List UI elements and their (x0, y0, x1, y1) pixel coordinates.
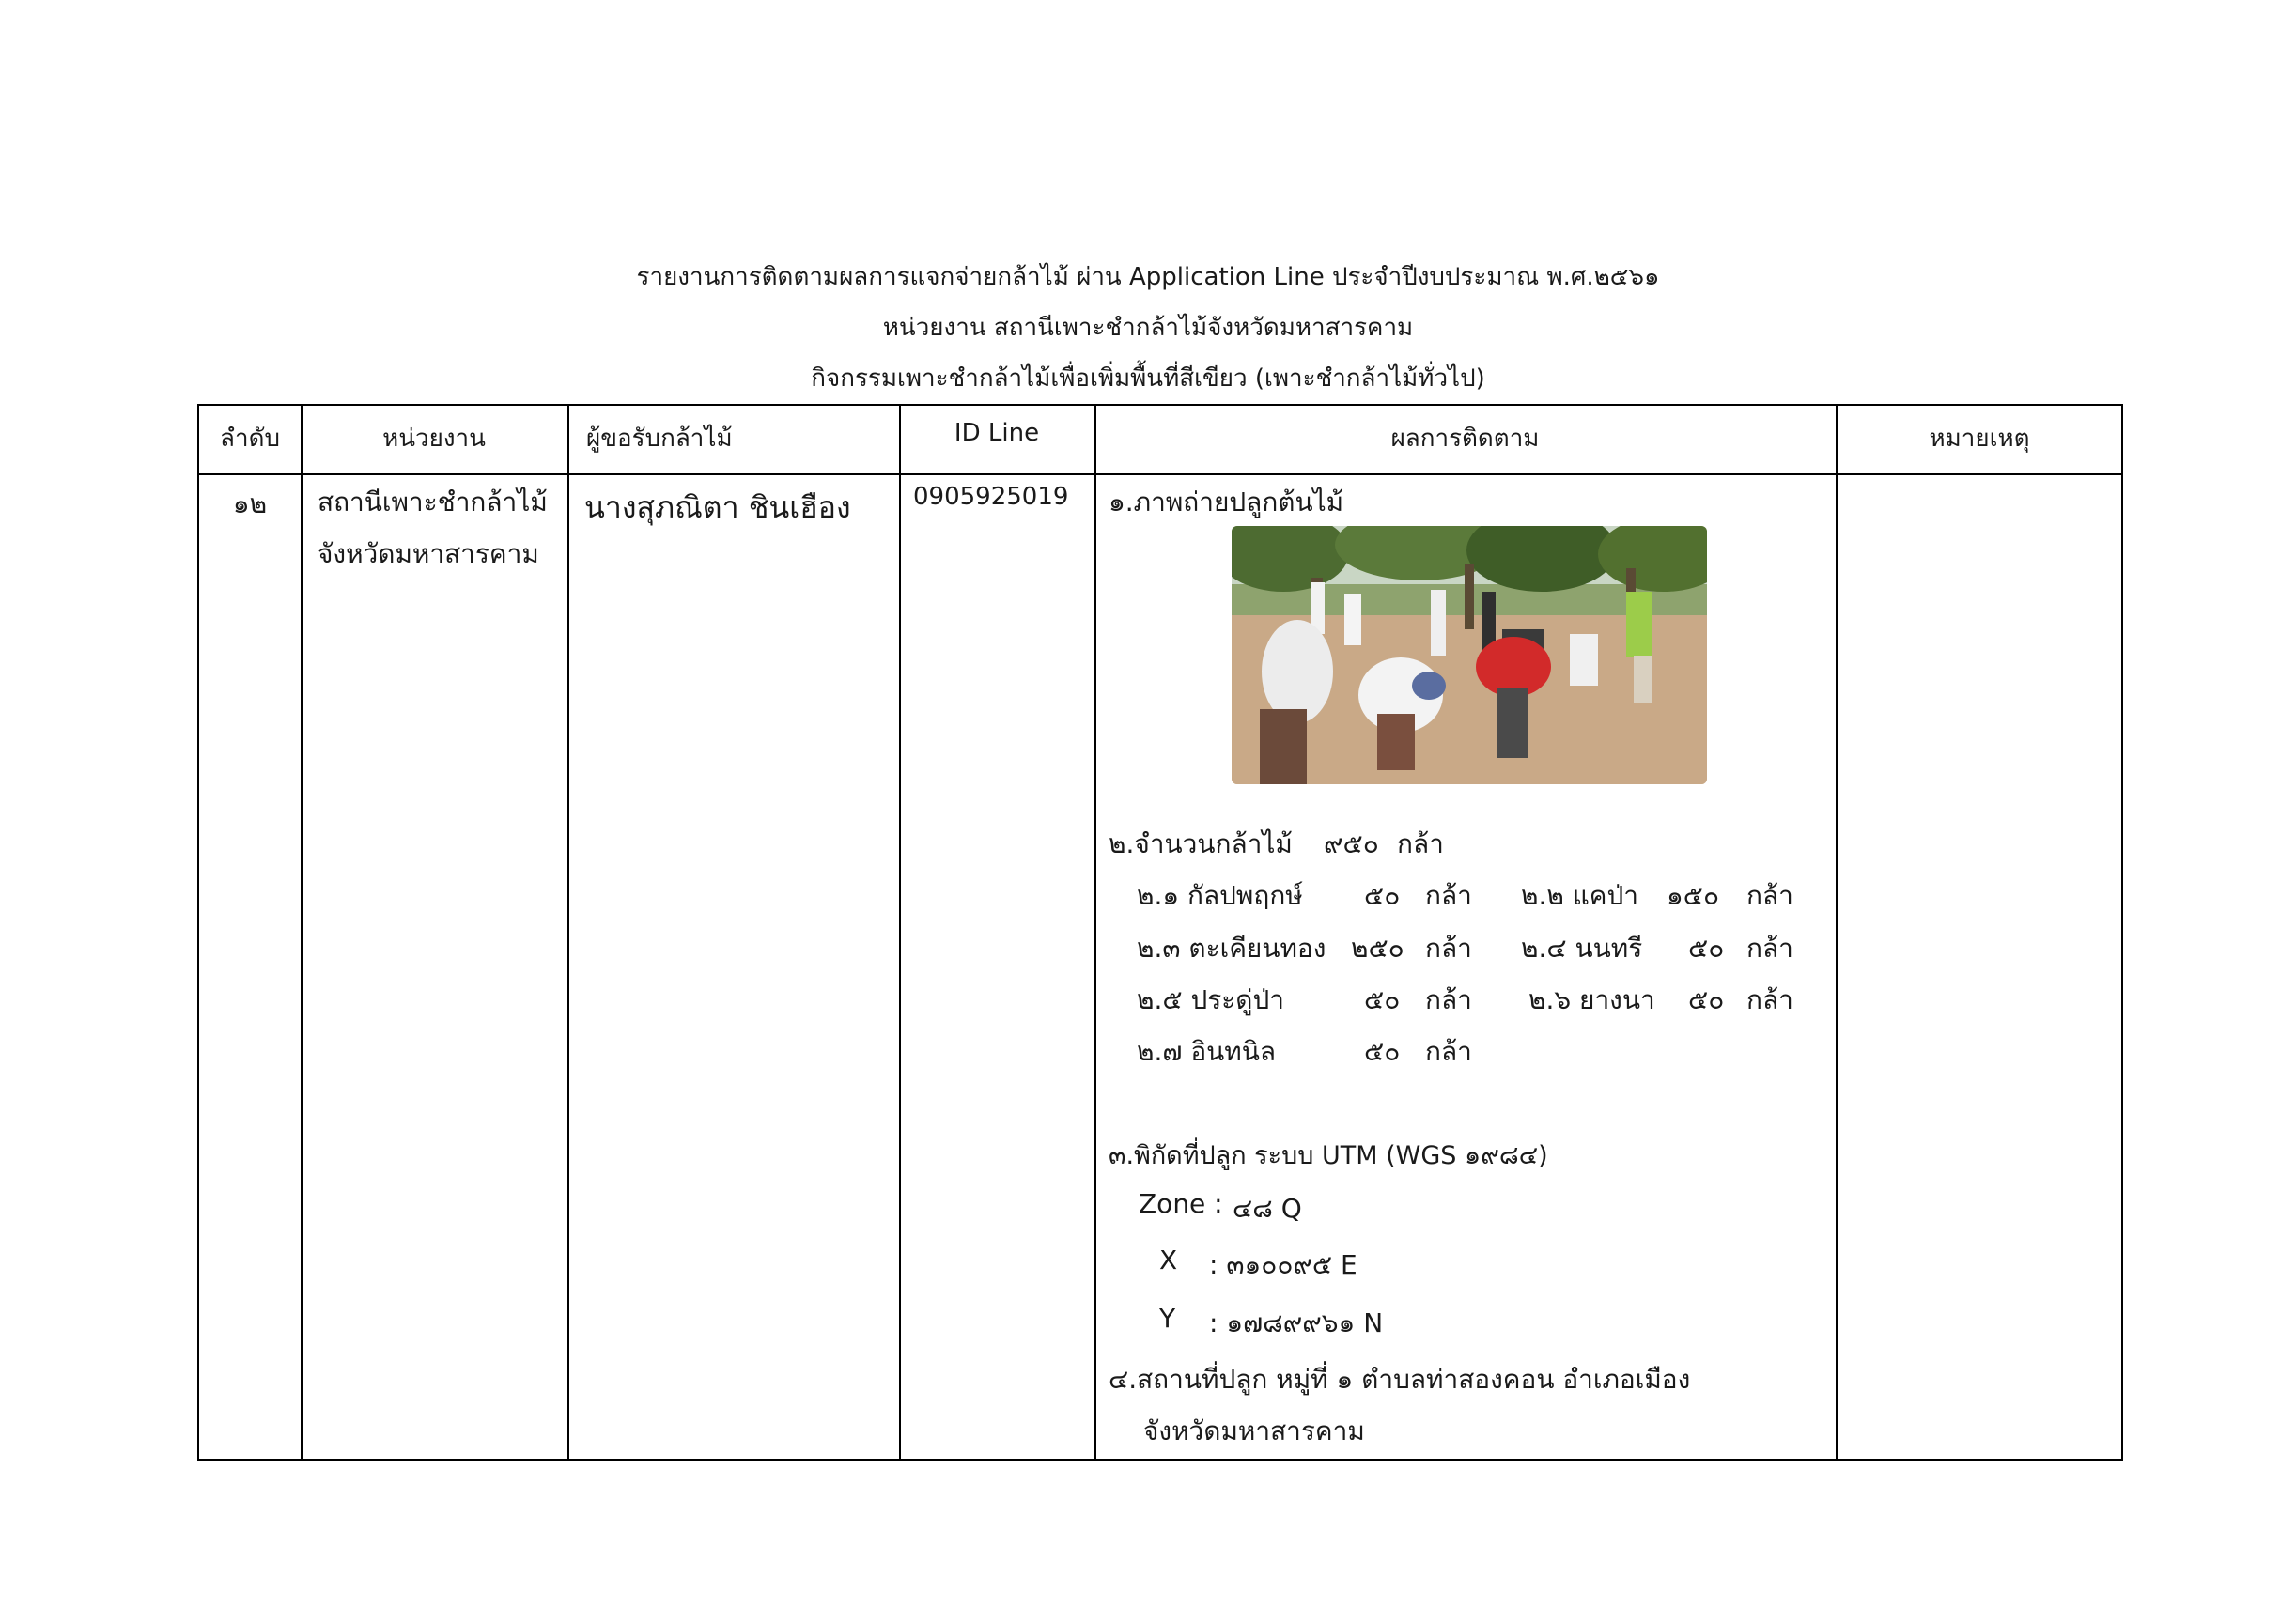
column-divider (1094, 406, 1096, 1459)
species-qty: ๕๐ (1364, 880, 1401, 911)
species-name: ๒.๑ กัลปพฤกษ์ (1137, 880, 1303, 911)
species-name: ๒.๓ ตะเคียนทอง (1137, 933, 1326, 964)
column-header-unit: หน่วยงาน (382, 425, 486, 453)
x-label: X (1159, 1244, 1178, 1275)
header-divider (199, 473, 2121, 475)
y-label: Y (1159, 1303, 1176, 1334)
zone-label: Zone : (1139, 1188, 1223, 1219)
location-line-2: จังหวัดมหาสารคาม (1143, 1415, 1365, 1446)
report-agency: หน่วยงาน สถานีเพาะชำกล้าไม้จังหวัดมหาสารคาม (882, 314, 1414, 342)
species-unit: กล้า (1425, 880, 1472, 911)
species-qty: ๕๐ (1364, 1036, 1401, 1067)
row-number: ๑๒ (232, 488, 268, 519)
species-unit: กล้า (1746, 984, 1793, 1015)
column-header-id-line: ID Line (954, 419, 1040, 447)
species-name: ๒.๖ ยางนา (1528, 984, 1655, 1015)
species-qty: ๕๐ (1688, 984, 1725, 1015)
species-unit: กล้า (1746, 880, 1793, 911)
coords-label: ๓.พิกัดที่ปลูก ระบบ UTM (WGS ๑๙๘๔) (1109, 1141, 1548, 1170)
column-header-no: ลำดับ (220, 425, 280, 453)
species-qty: ๑๕๐ (1667, 880, 1720, 911)
column-header-remark: หมายเหตุ (1929, 425, 2030, 453)
seedling-count-unit: กล้า (1397, 828, 1444, 859)
zone-value: ๔๘ Q (1233, 1193, 1302, 1224)
species-unit: กล้า (1425, 984, 1472, 1015)
y-value: : ๑๗๘๙๙๖๑ N (1209, 1307, 1384, 1338)
column-divider (301, 406, 303, 1459)
unit-line-2: จังหวัดมหาสารคาม (318, 538, 539, 569)
species-qty: ๒๕๐ (1351, 933, 1404, 964)
unit-line-1: สถานีเพาะชำกล้าไม้ (318, 487, 548, 518)
species-unit: กล้า (1746, 933, 1793, 964)
column-divider (567, 406, 569, 1459)
seedling-count-label: ๒.จำนวนกล้าไม้ (1109, 828, 1293, 859)
report-activity: กิจกรรมเพาะชำกล้าไม้เพื่อเพิ่มพื้นที่สีเขียว (เพาะชำกล้าไม้ทั่วไป) (811, 364, 1485, 393)
location-line-1: ๔.สถานที่ปลูก หมู่ที่ ๑ ตำบลท่าสองคอน อำเภอเมือง (1109, 1364, 1691, 1395)
species-unit: กล้า (1425, 933, 1472, 964)
column-header-followup: ผลการติดตาม (1390, 425, 1540, 453)
followup-table (197, 404, 2123, 1461)
tree-planting-photo (1232, 526, 1707, 784)
species-name: ๒.๗ อินทนิล (1137, 1036, 1277, 1067)
id-line-value: 0905925019 (913, 483, 1069, 511)
seedling-count-value: ๙๕๐ (1324, 828, 1379, 859)
species-name: ๒.๔ นนทรี (1521, 933, 1643, 964)
photo-label: ๑.ภาพถ่ายปลูกต้นไม้ (1109, 487, 1344, 518)
report-title: รายงานการติดตามผลการแจกจ่ายกล้าไม้ ผ่าน Application Line ประจำปีงบประมาณ พ.ศ.๒๕๖๑ (636, 263, 1660, 291)
species-qty: ๕๐ (1364, 984, 1401, 1015)
x-value: : ๓๑๐๐๙๕ E (1209, 1249, 1357, 1280)
column-header-recipient: ผู้ขอรับกล้าไม้ (586, 425, 733, 453)
column-divider (899, 406, 901, 1459)
species-name: ๒.๒ แคป่า (1521, 880, 1638, 911)
species-name: ๒.๕ ประดู่ป่า (1137, 984, 1284, 1015)
species-qty: ๕๐ (1688, 933, 1725, 964)
recipient-name: นางสุภณิตา ชินเฮือง (584, 489, 851, 525)
column-divider (1836, 406, 1838, 1459)
species-unit: กล้า (1425, 1036, 1472, 1067)
